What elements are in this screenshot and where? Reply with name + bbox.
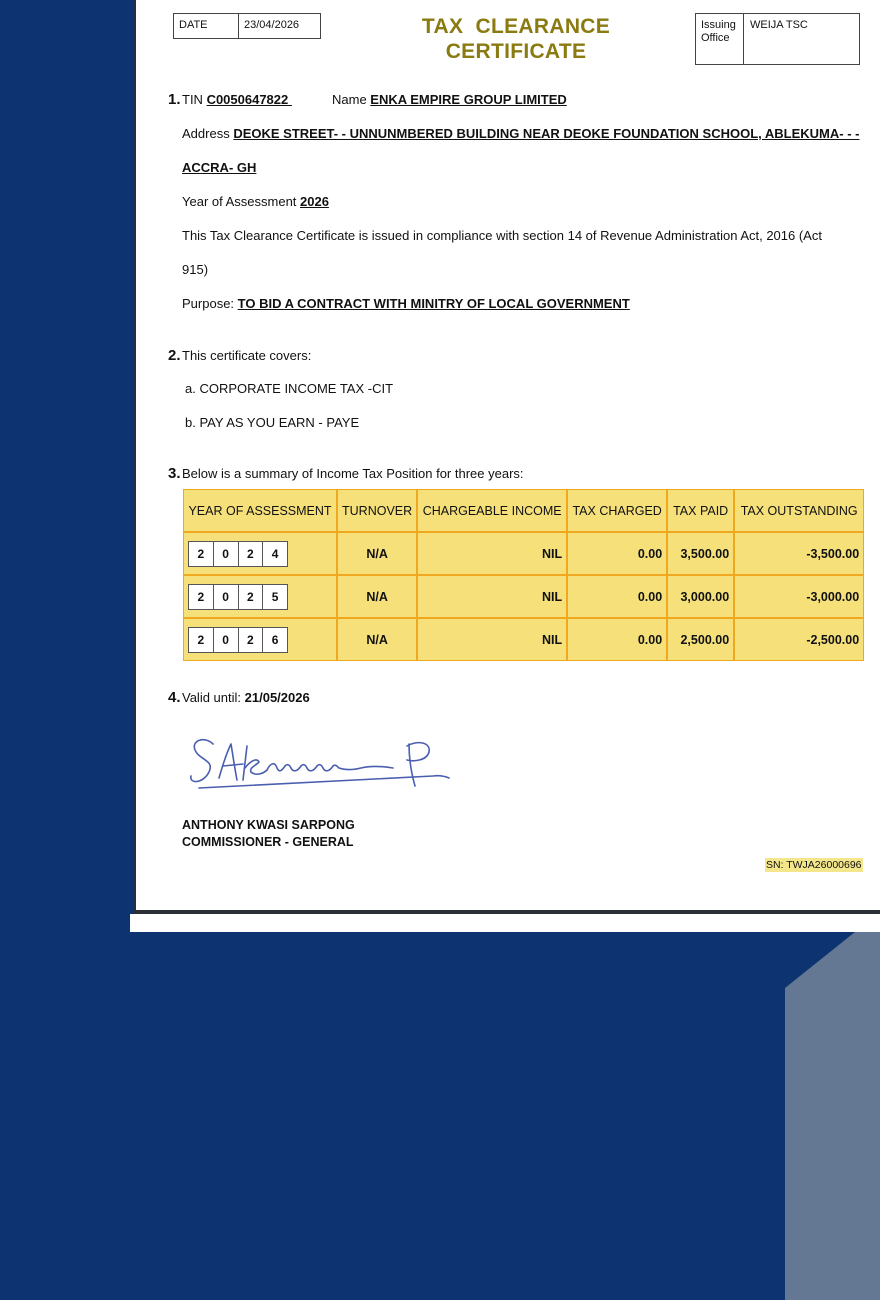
address-value-line1: DEOKE STREET- - UNNUNMBERED BUILDING NEAR DEOKE FOUNDATION SCHOOL, ABLEKUMA- - - <box>233 126 860 141</box>
signatory-block <box>182 817 355 851</box>
coverage-item-paye: b. PAY AS YOU EARN - PAYE <box>185 415 360 430</box>
signature-image <box>185 730 455 800</box>
issuing-office-value: WEIJA TSC <box>750 19 808 31</box>
signatory-name: ANTHONY KWASI SARPONG <box>182 818 355 832</box>
address-line-2 <box>182 160 256 175</box>
year-cell <box>183 618 337 661</box>
tax-outstanding-cell: -2,500.00 <box>734 618 864 661</box>
tin-label: TIN <box>182 92 207 107</box>
year-digit: 6 <box>271 632 279 647</box>
year-digit: 2 <box>239 585 264 609</box>
turnover-cell: N/A <box>337 575 417 618</box>
year-of-assessment-line <box>182 194 329 209</box>
col-tax-charged: TAX CHARGED <box>567 489 667 532</box>
col-turnover: TURNOVER <box>337 489 417 532</box>
section-3-number: 3. <box>168 465 181 482</box>
purpose-value: TO BID A CONTRACT WITH MINITRY OF LOCAL GOVERNMENT <box>237 296 630 311</box>
issuing-office-box <box>695 13 860 65</box>
year-cell <box>183 532 337 575</box>
title-line-2: CERTIFICATE <box>445 40 587 63</box>
purpose-line <box>182 296 630 311</box>
tax-charged-cell: 0.00 <box>567 575 667 618</box>
coverage-item-cit: a. CORPORATE INCOME TAX -CIT <box>185 381 394 396</box>
year-digit-boxes <box>188 541 288 567</box>
year-digit: 2 <box>189 542 214 566</box>
date-box <box>173 13 321 39</box>
year-cell <box>183 575 337 618</box>
tax-outstanding-cell: -3,000.00 <box>734 575 864 618</box>
issuing-office-label <box>696 14 744 64</box>
turnover-cell: N/A <box>337 532 417 575</box>
chargeable-income-cell: NIL <box>417 618 567 661</box>
purpose-label: Purpose: <box>182 296 238 311</box>
valid-until-value: 21/05/2026 <box>244 690 310 705</box>
year-digit: 5 <box>271 589 279 604</box>
col-chargeable-income: CHARGEABLE INCOME <box>417 489 567 532</box>
tin-line <box>182 92 292 107</box>
tax-summary-table <box>183 489 864 661</box>
chargeable-income-cell: NIL <box>417 575 567 618</box>
turnover-cell: N/A <box>337 618 417 661</box>
date-label: DATE <box>174 14 239 38</box>
tin-value: C0050647822 <box>206 92 292 107</box>
coverage-intro: This certificate covers: <box>182 348 312 363</box>
year-digit: 0 <box>214 585 239 609</box>
name-line <box>332 92 567 107</box>
year-digit: 2 <box>239 628 264 652</box>
table-header-row <box>183 489 864 532</box>
section-2-number: 2. <box>168 347 181 364</box>
issuing-office-label-line2: Office <box>701 32 730 44</box>
tax-paid-cell: 3,500.00 <box>667 532 734 575</box>
year-digit-boxes <box>188 627 288 653</box>
name-value: ENKA EMPIRE GROUP LIMITED <box>370 92 567 107</box>
year-digit: 2 <box>189 585 214 609</box>
issuing-office-label-line1: Issuing <box>701 19 736 31</box>
date-value: 23/04/2026 <box>244 19 300 31</box>
year-digit: 2 <box>239 542 264 566</box>
table-row <box>183 575 864 618</box>
tax-paid-cell: 2,500.00 <box>667 618 734 661</box>
valid-until-label: Valid until: <box>182 690 245 705</box>
valid-until-line <box>182 690 310 705</box>
title-line-1: TAX CLEARANCE <box>421 15 611 38</box>
year-label: Year of Assessment <box>182 194 301 209</box>
year-digit: 0 <box>214 628 239 652</box>
address-label: Address <box>182 126 234 141</box>
col-year-of-assessment: YEAR OF ASSESSMENT <box>183 489 337 532</box>
year-digit: 0 <box>214 542 239 566</box>
certificate-title <box>400 14 632 64</box>
chargeable-income-cell: NIL <box>417 532 567 575</box>
tax-paid-cell: 3,000.00 <box>667 575 734 618</box>
table-row <box>183 532 864 575</box>
summary-intro: Below is a summary of Income Tax Position for three years: <box>182 466 524 481</box>
address-line <box>182 126 859 141</box>
section-1-number: 1. <box>168 91 181 108</box>
signatory-title: COMMISSIONER - GENERAL <box>182 835 354 849</box>
col-tax-outstanding: TAX OUTSTANDING <box>734 489 864 532</box>
name-label: Name <box>332 92 371 107</box>
year-digit-boxes <box>188 584 288 610</box>
compliance-text-line2: 915) <box>182 262 209 277</box>
year-digit: 4 <box>271 546 279 561</box>
compliance-text-line1: This Tax Clearance Certificate is issued in compliance with section 14 of Revenue Administration Act, 2016 (Act <box>182 228 822 243</box>
tax-charged-cell: 0.00 <box>567 618 667 661</box>
table-row <box>183 618 864 661</box>
section-4-number: 4. <box>168 689 181 706</box>
year-value: 2026 <box>300 194 329 209</box>
underlying-sheet <box>130 914 880 932</box>
tax-charged-cell: 0.00 <box>567 532 667 575</box>
address-value-line2: ACCRA- GH <box>182 160 257 175</box>
tax-outstanding-cell: -3,500.00 <box>734 532 864 575</box>
serial-number: SN: TWJA26000696 <box>766 859 862 871</box>
col-tax-paid: TAX PAID <box>667 489 734 532</box>
year-digit: 2 <box>189 628 214 652</box>
corner-fold-diagonal <box>785 932 855 988</box>
